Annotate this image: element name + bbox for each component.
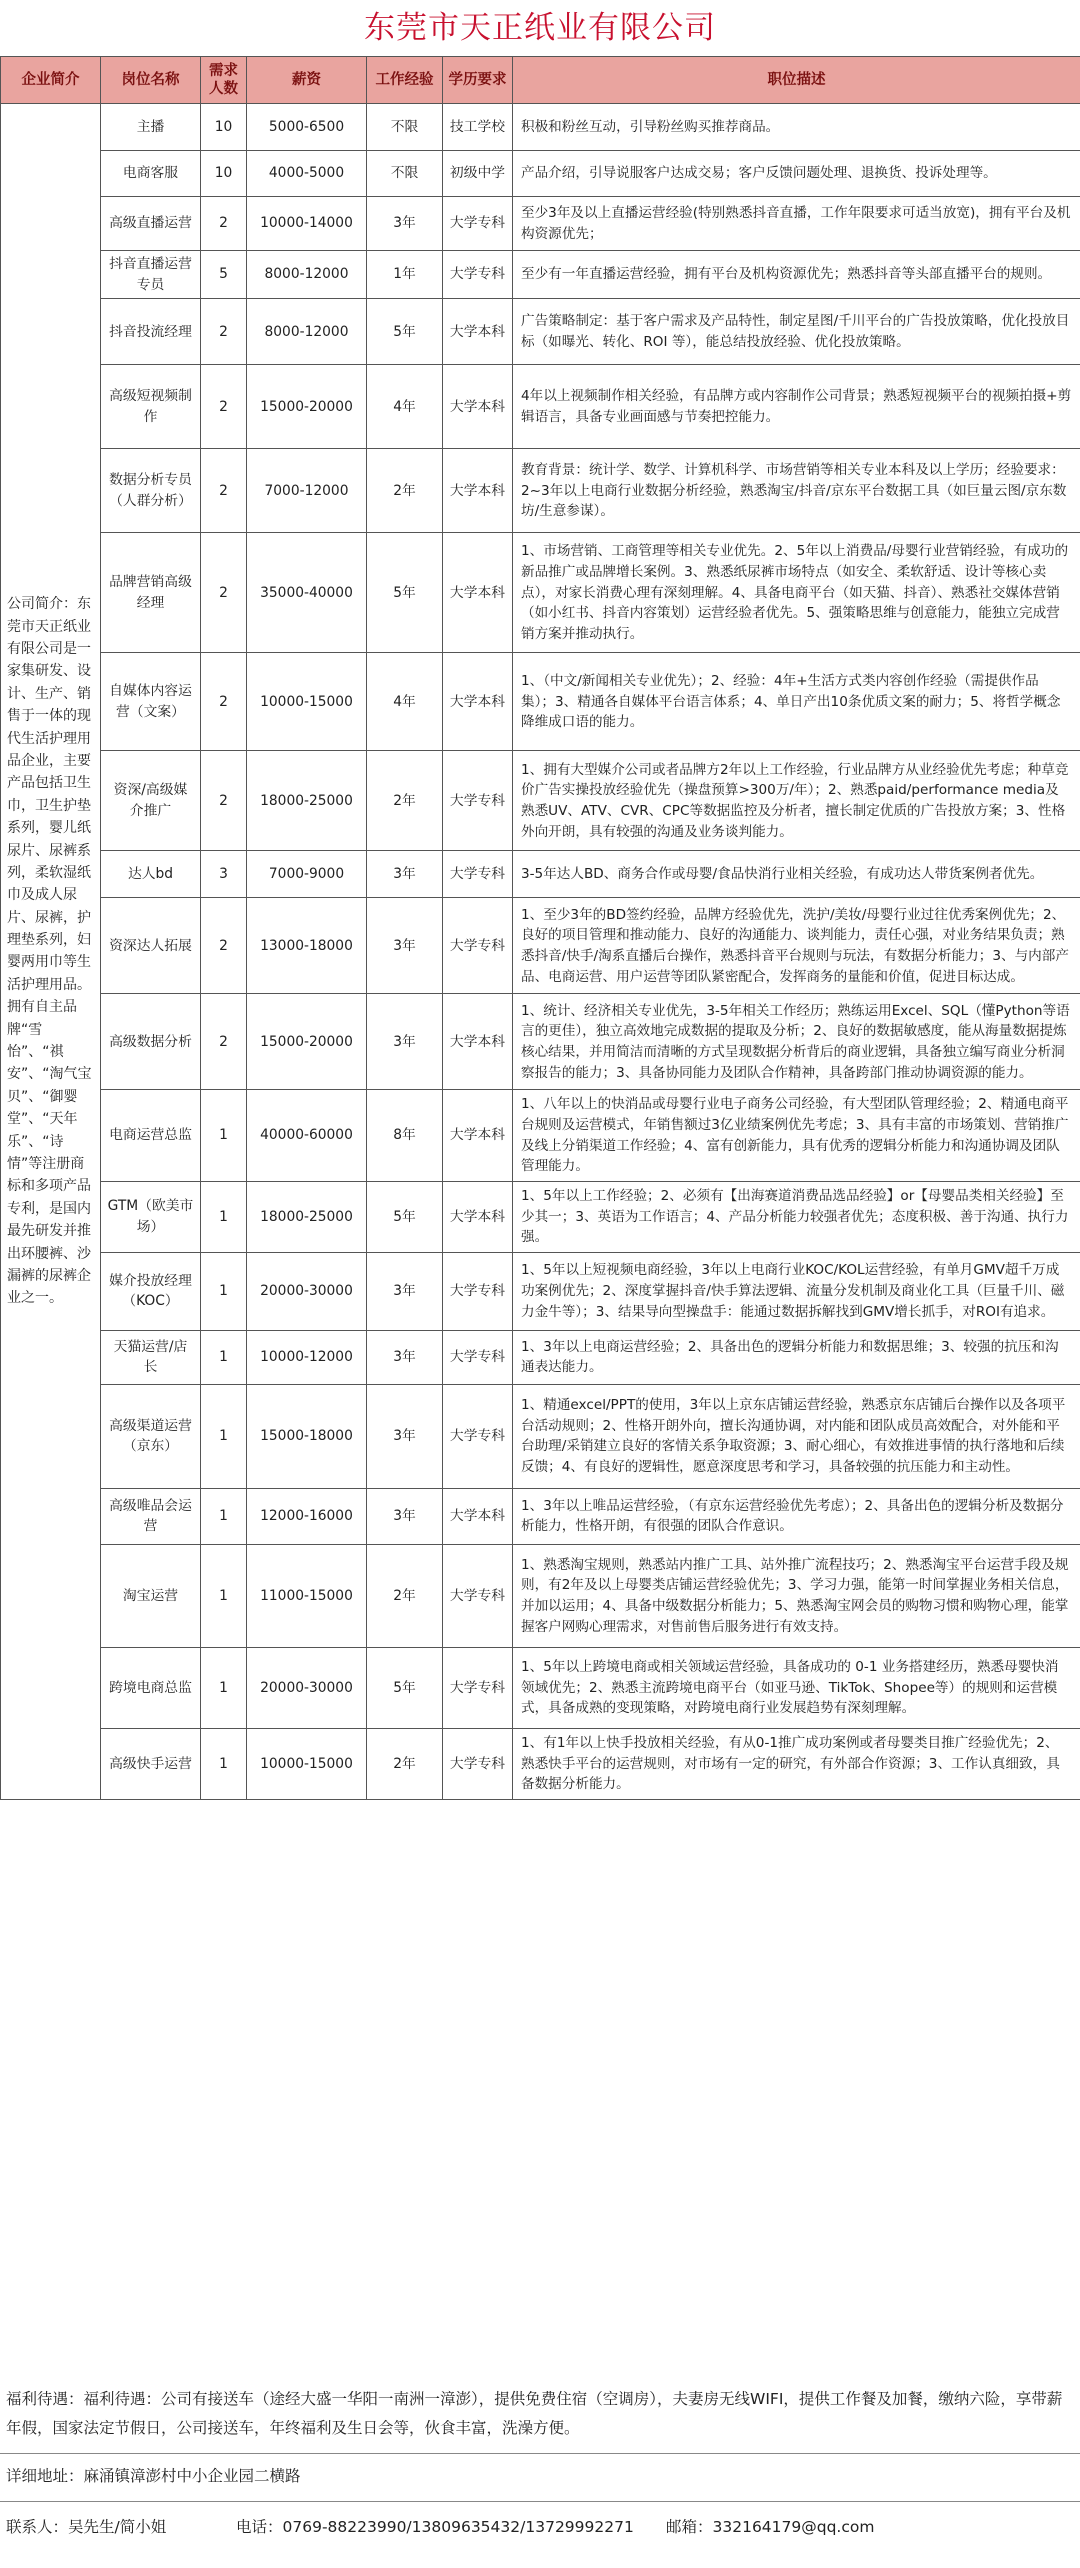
cell-description: 1、3年以上电商运营经验；2、具备出色的逻辑分析能力和数据思维；3、较强的抗压和沟通表达能力。 (513, 1330, 1080, 1384)
cell-position: GTM（欧美市场） (101, 1182, 201, 1253)
cell-education: 初级中学 (443, 151, 513, 197)
cell-position: 抖音直播运营专员 (101, 251, 201, 299)
cell-count: 2 (201, 533, 247, 653)
cell-description: 至少3年及以上直播运营经验(特别熟悉抖音直播，工作年限要求可适当放宽)，拥有平台及机构资源优先； (513, 197, 1080, 251)
cell-salary: 11000-15000 (247, 1544, 367, 1647)
cell-count: 1 (201, 1728, 247, 1799)
contact-phone[interactable]: 电话：0769-88223990/13809635432/13729992271 (236, 2518, 634, 2536)
company-intro: 公司简介：东莞市天正纸业有限公司是一家集研发、设计、生产、销售于一体的现代生活护理用品企业，主要产品包括卫生巾，卫生护垫系列，婴儿纸尿片、尿裤系列，柔软湿纸巾及成人尿片、尿裤，护理垫系列，妇婴两用巾等生活护理用品。拥有自主品牌“雪怡”、“祺安”、“淘气宝贝”、“御婴堂”、“天年乐”、“诗情”等注册商标和多项产品专利，是国内最先研发并推出环腰裤、沙漏裤的尿裤企业之一。 (1, 104, 101, 1800)
job-rows (1, 104, 1080, 1800)
cell-salary: 8000-12000 (247, 299, 367, 365)
cell-count: 1 (201, 1647, 247, 1728)
cell-description: 产品介绍，引导说服客户达成交易；客户反馈问题处理、退换货、投诉处理等。 (513, 151, 1080, 197)
cell-experience: 不限 (367, 104, 443, 151)
cell-education: 大学专科 (443, 1647, 513, 1728)
cell-count: 2 (201, 994, 247, 1090)
cell-education: 大学专科 (443, 751, 513, 851)
cell-salary: 8000-12000 (247, 251, 367, 299)
cell-count: 2 (201, 197, 247, 251)
cell-education: 技工学校 (443, 104, 513, 151)
cell-count: 1 (201, 1252, 247, 1330)
table-row (1, 1182, 1080, 1253)
cell-salary: 13000-18000 (247, 898, 367, 994)
cell-description: 至少有一年直播运营经验，拥有平台及机构资源优先；熟悉抖音等头部直播平台的规则。 (513, 251, 1080, 299)
cell-count: 2 (201, 653, 247, 751)
table-row (1, 533, 1080, 653)
cell-experience: 5年 (367, 1182, 443, 1253)
cell-education: 大学专科 (443, 1330, 513, 1384)
cell-salary: 10000-15000 (247, 1728, 367, 1799)
cell-position: 高级数据分析 (101, 994, 201, 1090)
cell-education: 大学专科 (443, 898, 513, 994)
cell-salary: 20000-30000 (247, 1647, 367, 1728)
cell-count: 1 (201, 1182, 247, 1253)
table-row (1, 449, 1080, 533)
cell-position: 资深达人拓展 (101, 898, 201, 994)
cell-salary: 15000-20000 (247, 365, 367, 449)
cell-experience: 3年 (367, 1488, 443, 1544)
cell-position: 跨境电商总监 (101, 1647, 201, 1728)
cell-count: 10 (201, 104, 247, 151)
cell-education: 大学本科 (443, 449, 513, 533)
cell-count: 1 (201, 1384, 247, 1488)
cell-salary: 20000-30000 (247, 1252, 367, 1330)
cell-education: 大学本科 (443, 653, 513, 751)
cell-salary: 5000-6500 (247, 104, 367, 151)
cell-description: 1、5年以上工作经验；2、必须有【出海赛道消费品选品经验】or【母婴品类相关经验】至少其一；3、英语为工作语言；4、产品分析能力较强者优先；态度积极、善于沟通、执行力强。 (513, 1182, 1080, 1253)
cell-description: 1、至少3年的BD签约经验，品牌方经验优先，洗护/美妆/母婴行业过往优秀案例优先；2、良好的项目管理和推动能力、良好的沟通能力、谈判能力，责任心强，对业务结果负责；熟悉抖音/快手/淘系直播后台操作，熟悉抖音平台规则与玩法，有数据分析能力；3、与内部产品、电商运营、用户运营等团队紧密配合，发挥商务的量能和价值，促进目标达成。 (513, 898, 1080, 994)
cell-position: 达人bd (101, 851, 201, 898)
cell-description: 1、八年以上的快消品或母婴行业电子商务公司经验，有大型团队管理经验；2、精通电商平台规则及运营模式，年销售额过3亿业绩案例优先考虑；3、具有丰富的市场策划、营销推广及线上分销渠道工作经验；4、富有创新能力，具有优秀的逻辑分析能力和沟通协调及团队管理能力。 (513, 1090, 1080, 1182)
table-row (1, 1252, 1080, 1330)
cell-experience: 3年 (367, 1384, 443, 1488)
cell-position: 媒介投放经理（KOC） (101, 1252, 201, 1330)
cell-description: 4年以上视频制作相关经验，有品牌方或内容制作公司背景；熟悉短视频平台的视频拍摄+剪辑语言，具备专业画面感与节奏把控能力。 (513, 365, 1080, 449)
cell-count: 1 (201, 1090, 247, 1182)
cell-education: 大学专科 (443, 1728, 513, 1799)
table-row (1, 251, 1080, 299)
cell-position: 电商客服 (101, 151, 201, 197)
cell-experience: 1年 (367, 251, 443, 299)
company-title: 东莞市天正纸业有限公司 (364, 10, 716, 46)
cell-description: 广告策略制定：基于客户需求及产品特性，制定星图/千川平台的广告投放策略，优化投放目标（如曝光、转化、ROI 等），能总结投放经验、优化投放策略。 (513, 299, 1080, 365)
cell-description: 积极和粉丝互动，引导粉丝购买推荐商品。 (513, 104, 1080, 151)
table-row (1, 1090, 1080, 1182)
table-row (1, 994, 1080, 1090)
cell-education: 大学本科 (443, 1488, 513, 1544)
cell-description: 1、3年以上唯品运营经验，（有京东运营经验优先考虑）；2、具备出色的逻辑分析及数据分析能力，性格开朗，有很强的团队合作意识。 (513, 1488, 1080, 1544)
cell-description: 1、统计、经济相关专业优先，3-5年相关工作经历；熟练运用Excel、SQL（懂Python等语言的更佳），独立高效地完成数据的提取及分析；2、良好的数据敏感度，能从海量数据提炼核心结果，并用简洁而清晰的方式呈现数据分析背后的商业逻辑，具备独立编写商业分析洞察报告的能力；3、具备协同能力及团队合作精神，具备跨部门推动协调资源的能力。 (513, 994, 1080, 1090)
cell-salary: 18000-25000 (247, 751, 367, 851)
cell-education: 大学本科 (443, 1090, 513, 1182)
cell-position: 资深/高级媒介推广 (101, 751, 201, 851)
cell-position: 高级唯品会运营 (101, 1488, 201, 1544)
cell-count: 2 (201, 299, 247, 365)
cell-salary: 4000-5000 (247, 151, 367, 197)
table-row (1, 898, 1080, 994)
cell-experience: 3年 (367, 197, 443, 251)
cell-salary: 18000-25000 (247, 1182, 367, 1253)
table-row (1, 851, 1080, 898)
cell-salary: 10000-12000 (247, 1330, 367, 1384)
cell-count: 2 (201, 449, 247, 533)
cell-count: 2 (201, 751, 247, 851)
cell-experience: 3年 (367, 994, 443, 1090)
cell-salary: 35000-40000 (247, 533, 367, 653)
table-row (1, 151, 1080, 197)
table-row (1, 1728, 1080, 1799)
cell-position: 高级直播运营 (101, 197, 201, 251)
table-row (1, 365, 1080, 449)
address-text: 详细地址：麻涌镇漳澎村中小企业园二横路 (6, 2467, 301, 2485)
table-row (1, 1384, 1080, 1488)
cell-count: 10 (201, 151, 247, 197)
cell-experience: 4年 (367, 653, 443, 751)
cell-salary: 40000-60000 (247, 1090, 367, 1182)
table-row (1, 1330, 1080, 1384)
table-row (1, 299, 1080, 365)
cell-experience: 2年 (367, 449, 443, 533)
contact-email[interactable]: 邮箱：332164179@qq.com (666, 2518, 875, 2536)
cell-experience: 8年 (367, 1090, 443, 1182)
cell-salary: 7000-12000 (247, 449, 367, 533)
cell-salary: 15000-18000 (247, 1384, 367, 1488)
table-header-row (1, 57, 1080, 104)
cell-count: 1 (201, 1488, 247, 1544)
cell-experience: 2年 (367, 1544, 443, 1647)
cell-salary: 10000-14000 (247, 197, 367, 251)
cell-description: 1、市场营销、工商管理等相关专业优先。2、5年以上消费品/母婴行业营销经验，有成功的新品推广或品牌增长案例。3、熟悉纸尿裤市场特点（如安全、柔软舒适、设计等核心卖点），对家长消费心理有深刻理解。4、具备电商平台（如天猫、抖音）、熟悉社交媒体营销（如小红书、抖音内容策划）运营经验者优先。5、强策略思维与创意能力，能独立完成营销方案并推动执行。 (513, 533, 1080, 653)
cell-experience: 3年 (367, 851, 443, 898)
cell-education: 大学本科 (443, 365, 513, 449)
cell-salary: 10000-15000 (247, 653, 367, 751)
cell-count: 1 (201, 1544, 247, 1647)
cell-position: 品牌营销高级经理 (101, 533, 201, 653)
cell-count: 3 (201, 851, 247, 898)
cell-position: 淘宝运营 (101, 1544, 201, 1647)
cell-count: 5 (201, 251, 247, 299)
table-row (1, 1488, 1080, 1544)
cell-count: 1 (201, 1330, 247, 1384)
cell-count: 2 (201, 898, 247, 994)
cell-salary: 7000-9000 (247, 851, 367, 898)
cell-position: 主播 (101, 104, 201, 151)
table-row (1, 653, 1080, 751)
cell-experience: 5年 (367, 1647, 443, 1728)
cell-position: 电商运营总监 (101, 1090, 201, 1182)
header-position: 岗位名称 (101, 57, 201, 104)
header-salary: 薪资 (247, 57, 367, 104)
contact-row (0, 2502, 1080, 2542)
cell-education: 大学专科 (443, 1384, 513, 1488)
cell-description: 1、拥有大型媒介公司或者品牌方2年以上工作经验，行业品牌方从业经验优先考虑；种草竞价广告实操投放经验优先（操盘预算>300万/年）；2、熟悉paid/performance media及熟悉UV、ATV、CVR、CPC等数据监控及分析者，擅长制定优质的广告投放方案；3、性格外向开朗，具有较强的沟通及业务谈判能力。 (513, 751, 1080, 851)
cell-description: 1、5年以上跨境电商或相关领域运营经验，具备成功的 0-1 业务搭建经历，熟悉母婴快消领域优先；2、熟悉主流跨境电商平台（如亚马逊、TikTok、Shopee等）的规则和运营模式，具备成熟的变现策略，对跨境电商行业发展趋势有深刻理解。 (513, 1647, 1080, 1728)
job-table (0, 56, 1080, 1800)
header-education: 学历要求 (443, 57, 513, 104)
cell-experience: 5年 (367, 299, 443, 365)
cell-education: 大学专科 (443, 251, 513, 299)
cell-salary: 12000-16000 (247, 1488, 367, 1544)
table-row (1, 751, 1080, 851)
cell-education: 大学本科 (443, 299, 513, 365)
header-intro: 企业简介 (1, 57, 101, 104)
cell-experience: 5年 (367, 533, 443, 653)
cell-salary: 15000-20000 (247, 994, 367, 1090)
cell-experience: 3年 (367, 1330, 443, 1384)
table-row (1, 1544, 1080, 1647)
cell-experience: 不限 (367, 151, 443, 197)
cell-description: 1、熟悉淘宝规则，熟悉站内推广工具、站外推广流程技巧；2、熟悉淘宝平台运营手段及规则，有2年及以上母婴类店铺运营经验优先；3、学习力强，能第一时间掌握业务相关信息，并加以运用；4、具备中级数据分析能力；5、熟悉淘宝网会员的购物习惯和购物心理，能掌握客户网购心理需求，对售前售后服务进行有效支持。 (513, 1544, 1080, 1647)
cell-description: 3-5年达人BD、商务合作或母婴/食品快消行业相关经验，有成功达人带货案例者优先。 (513, 851, 1080, 898)
cell-education: 大学专科 (443, 197, 513, 251)
table-row (1, 104, 1080, 151)
cell-education: 大学专科 (443, 1544, 513, 1647)
cell-position: 天猫运营/店长 (101, 1330, 201, 1384)
header-experience: 工作经验 (367, 57, 443, 104)
cell-education: 大学专科 (443, 1252, 513, 1330)
cell-count: 2 (201, 365, 247, 449)
table-row (1, 1647, 1080, 1728)
contact-person: 联系人：吴先生/简小姐 (6, 2518, 167, 2536)
welfare-text: 福利待遇：福利待遇：公司有接送车（途经大盛一华阳一南洲一漳澎），提供免费住宿（空调房），夫妻房无线WIFI，提供工作餐及加餐，缴纳六险，享带薪年假，国家法定节假日，公司接送车，年终福利及生日会等，伙食丰富，洗澡方便。 (6, 2390, 1063, 2437)
footer (0, 2385, 1080, 2542)
cell-experience: 2年 (367, 1728, 443, 1799)
cell-description: 教育背景：统计学、数学、计算机科学、市场营销等相关专业本科及以上学历；经验要求：2~3年以上电商行业数据分析经验，熟悉淘宝/抖音/京东平台数据工具（如巨量云图/京东数坊/生意参谋）。 (513, 449, 1080, 533)
cell-position: 数据分析专员（人群分析） (101, 449, 201, 533)
cell-position: 高级渠道运营（京东） (101, 1384, 201, 1488)
table-row (1, 197, 1080, 251)
cell-position: 抖音投流经理 (101, 299, 201, 365)
cell-position: 高级短视频制作 (101, 365, 201, 449)
cell-education: 大学本科 (443, 1182, 513, 1253)
cell-education: 大学本科 (443, 533, 513, 653)
cell-education: 大学本科 (443, 994, 513, 1090)
cell-description: 1、精通excel/PPT的使用，3年以上京东店铺运营经验，熟悉京东店铺后台操作以及各项平台活动规则；2、性格开朗外向，擅长沟通协调，对内能和团队成员高效配合，对外能和平台助理/采销建立良好的客情关系争取资源；3、耐心细心，有效推进事情的执行落地和后续反馈；4、有良好的逻辑性，愿意深度思考和学习，具备较强的抗压能力和主动性。 (513, 1384, 1080, 1488)
cell-experience: 4年 (367, 365, 443, 449)
cell-experience: 3年 (367, 1252, 443, 1330)
cell-description: 1、（中文/新闻相关专业优先）；2、经验：4年+生活方式类内容创作经验（需提供作品集）；3、精通各自媒体平台语言体系；4、单日产出10条优质文案的耐力；5、将哲学概念降维成口语的能力。 (513, 653, 1080, 751)
cell-description: 1、有1年以上快手投放相关经验，有从0-1推广成功案例或者母婴类目推广经验优先；2、熟悉快手平台的运营规则，对市场有一定的研究，有外部合作资源；3、工作认真细致，具备数据分析能力。 (513, 1728, 1080, 1799)
cell-experience: 3年 (367, 898, 443, 994)
header-count: 需求人数 (201, 57, 247, 104)
cell-education: 大学专科 (443, 851, 513, 898)
cell-description: 1、5年以上短视频电商经验，3年以上电商行业KOC/KOL运营经验，有单月GMV超千万成功案例优先；2、深度掌握抖音/快手算法逻辑、流量分发机制及商业化工具（巨量千川、磁力金牛等）；3、结果导向型操盘手：能通过数据拆解找到GMV增长抓手，对ROI有追求。 (513, 1252, 1080, 1330)
cell-position: 高级快手运营 (101, 1728, 201, 1799)
header-description: 职位描述 (513, 57, 1080, 104)
cell-position: 自媒体内容运营（文案） (101, 653, 201, 751)
cell-experience: 2年 (367, 751, 443, 851)
